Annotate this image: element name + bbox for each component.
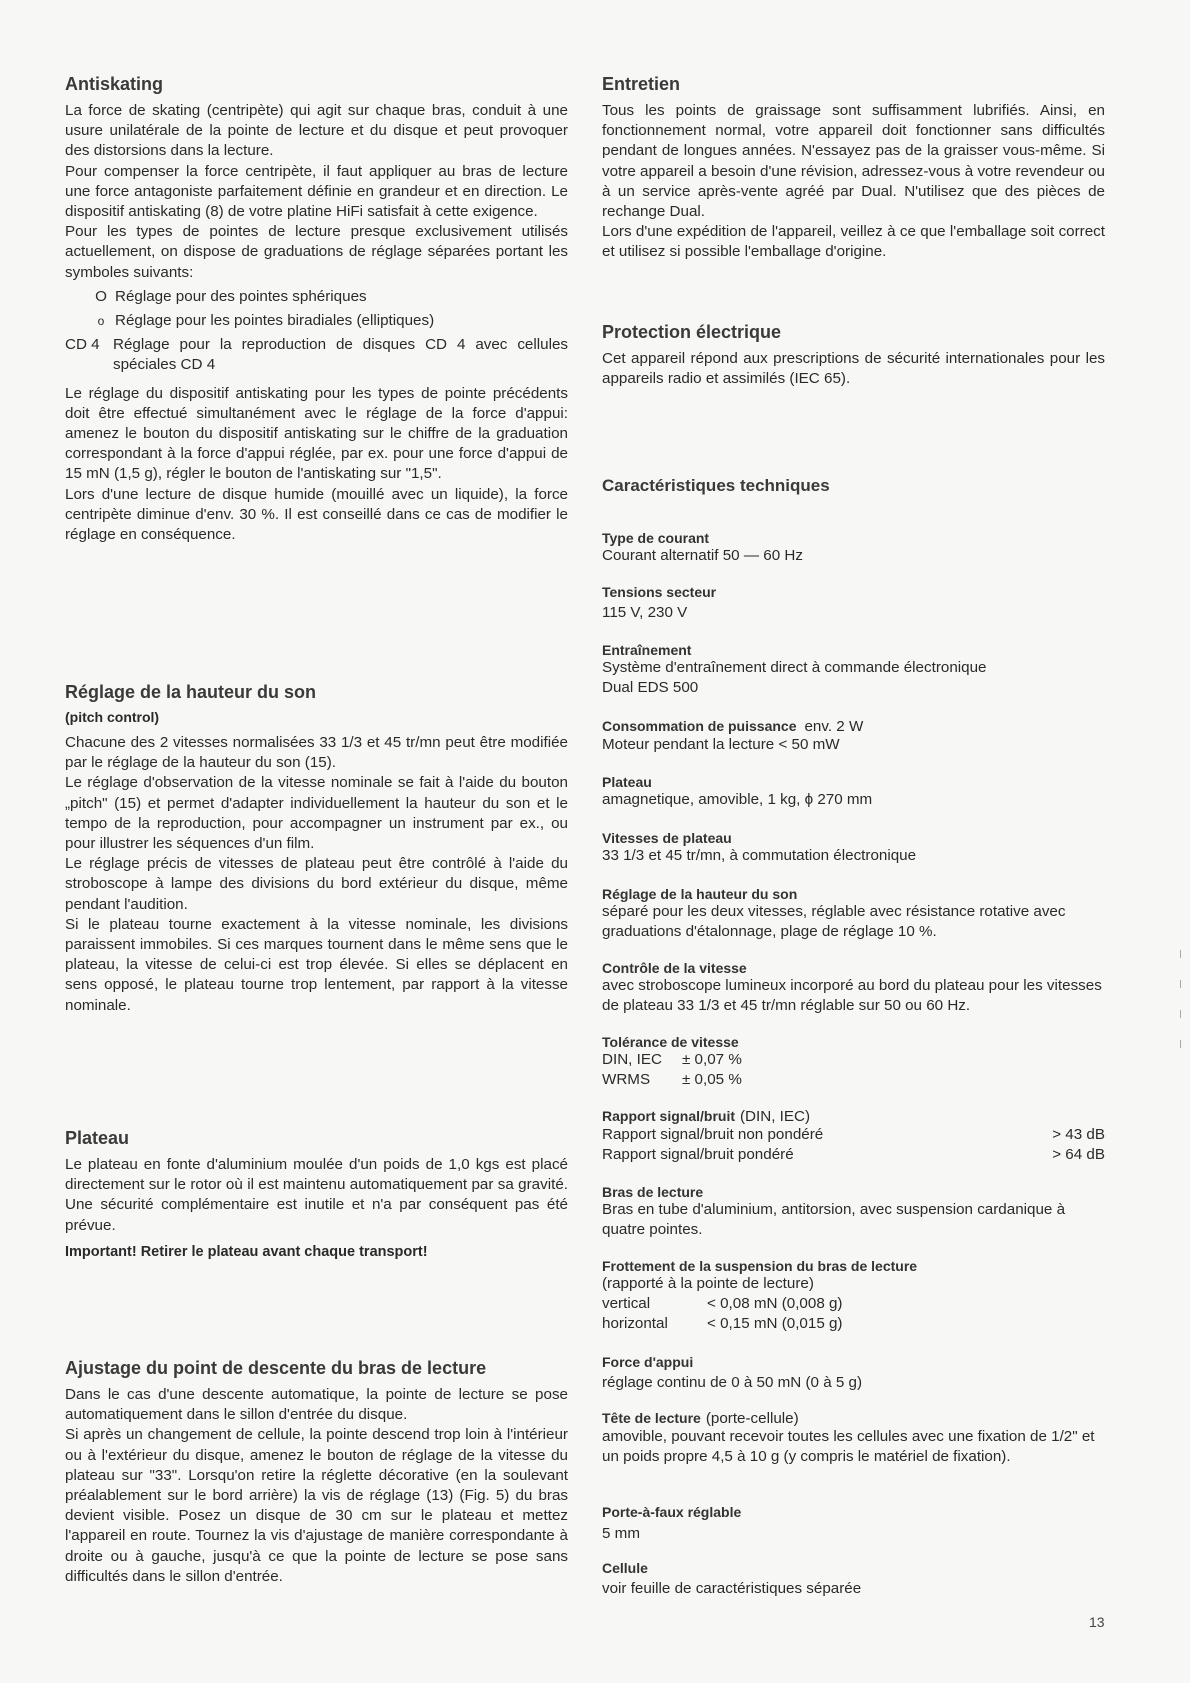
- pitch-title: Réglage de la hauteur du son: [65, 682, 317, 702]
- spec-tensions-label: Tensions secteur: [602, 584, 717, 600]
- protection-p1: Cet appareil répond aux prescriptions de sécurité internationales pour les appareils radio et assimilés (IEC 65).: [602, 350, 1105, 388]
- elliptical-symbol: o: [97, 314, 105, 329]
- rapport-weighted-label: Rapport signal/bruit pondéré: [602, 1146, 794, 1163]
- spec-conso-inline: env. 2 W: [804, 718, 864, 735]
- frottement-horizontal-key: horizontal: [602, 1315, 668, 1333]
- frottement-horizontal-row: [602, 1314, 1105, 1334]
- spec-hauteur: [602, 886, 1105, 942]
- entretien-p2: Lors d'une expédition de l'appareil, veillez à ce que l'emballage soit correct et utilisez si possible l'emballage d'origine.: [602, 223, 1105, 261]
- ajustage-section: [65, 1358, 568, 1587]
- symbol-elliptical: [65, 311, 568, 331]
- frottement-vertical-key: vertical: [602, 1295, 651, 1313]
- tolerance-wrms-row: [602, 1070, 1105, 1090]
- rapport-unweighted-row: [602, 1125, 1105, 1145]
- spec-tolerance-label: Tolérance de vitesse: [602, 1034, 739, 1050]
- pitch-p3: Le réglage précis de vitesses de plateau peut être contrôlé à l'aide du stroboscope à lampe des divisions du bord extérieur du disque, même pendant l'audition.: [65, 855, 568, 913]
- spec-consommation: [602, 718, 1105, 755]
- rapport-weighted-value: > 64 dB: [1052, 1146, 1105, 1163]
- spec-frottement-label: Frottement de la suspension du bras de lecture: [602, 1258, 918, 1274]
- antiskating-p2: Pour compenser la force centripète, il faut appliquer au bras de lecture une force antagoniste parfaitement définie en grandeur et en direction. Le dispositif antiskating (8) de votre platine HiFi satisfait à cette exigence.: [65, 162, 568, 221]
- cd4-symbol: CD 4: [65, 336, 100, 354]
- spec-plateau-value: amagnetique, amovible, 1 kg, ϕ 270 mm: [602, 791, 873, 808]
- frottement-vertical-row: [602, 1294, 1105, 1314]
- spec-tensions: [602, 584, 1105, 623]
- spec-frottement: [602, 1258, 1105, 1334]
- spec-controle-label: Contrôle de la vitesse: [602, 960, 747, 976]
- spec-bras-value: Bras en tube d'aluminium, antitorsion, avec suspension cardanique à quatre pointes.: [602, 1201, 1066, 1239]
- spec-hauteur-label: Réglage de la hauteur du son: [602, 886, 798, 902]
- edge-mark: [1180, 980, 1181, 988]
- entretien-section: [602, 74, 1105, 263]
- page-number: 13: [1089, 1614, 1105, 1630]
- spec-conso-v2: Moteur pendant la lecture < 50 mW: [602, 736, 840, 753]
- spec-frottement-note: (rapporté à la pointe de lecture): [602, 1275, 814, 1292]
- rapport-unweighted-label: Rapport signal/bruit non pondéré: [602, 1126, 824, 1143]
- spec-courant-label: Type de courant: [602, 530, 710, 546]
- spec-force-value: réglage continu de 0 à 50 mN (0 à 5 g): [602, 1374, 863, 1391]
- spec-bras-label: Bras de lecture: [602, 1184, 704, 1200]
- frottement-vertical-value: < 0,08 mN (0,008 g): [707, 1295, 843, 1313]
- ajustage-title: Ajustage du point de descente du bras de lecture: [65, 1358, 487, 1378]
- spec-entrainement-v1: Système d'entraînement direct à commande électronique: [602, 659, 987, 676]
- protection-section: [602, 322, 1105, 389]
- antiskating-section: [65, 74, 568, 545]
- antiskating-p5: Lors d'une lecture de disque humide (mouillé avec un liquide), la force centripète diminue d'env. 30 %. Il est conseillé dans ce cas de modifier le réglage en conséquence.: [65, 485, 568, 544]
- plateau-important: Important! Retirer le plateau avant chaque transport!: [65, 1243, 428, 1260]
- spec-force: [602, 1354, 1105, 1393]
- spec-entrainement-label: Entraînement: [602, 642, 692, 658]
- symbol-spherical: [65, 287, 568, 307]
- ajustage-p2: Si après un changement de cellule, la pointe descend trop loin à l'intérieur ou à l'extérieur du disque, amenez le bouton de réglage de la vitesse du plateau sur "33". Lorsqu'on retire la réglette décorative (en la soulevant préalablement sur le bord arrière) la vis de réglage (13) (Fig. 5) du bras devient visible. Posez un disque de 30 cm sur le plateau et mettez l'appareil en route. Tournez la vis d'ajustage de manière correspondante à droite ou à gauche, jusqu'à ce que la pointe de lecture se pose sans difficultés dans le sillon d'entrée.: [65, 1426, 568, 1585]
- spec-vitesses-value: 33 1/3 et 45 tr/mn, à commutation électronique: [602, 847, 917, 864]
- antiskating-p3: Pour les types de pointes de lecture presque exclusivement utilisés actuellement, on dispose de graduations de réglage séparées portant les symboles suivants:: [65, 223, 568, 281]
- spec-plateau-label: Plateau: [602, 774, 652, 790]
- spec-courant: [602, 530, 1105, 566]
- spec-porte-label: Porte-à-faux réglable: [602, 1504, 742, 1520]
- pitch-p4: Si le plateau tourne exactement à la vitesse nominale, les divisions paraissent immobiles. Si ces marques tournent dans le même sens que le plateau, la vitesse de celui-ci est trop élevée. Si elles se déplacent en sens opposé, le plateau tourne trop lentement, par rapport à la vitesse nominale.: [65, 915, 568, 1014]
- spec-courant-value: Courant alternatif 50 — 60 Hz: [602, 547, 803, 564]
- spec-tete: [602, 1410, 1105, 1467]
- tolerance-din-key: DIN, IEC: [602, 1051, 662, 1068]
- spec-cellule-value: voir feuille de caractéristiques séparée: [602, 1580, 862, 1597]
- rapport-unweighted-value: > 43 dB: [1052, 1126, 1105, 1143]
- elliptical-text: Réglage pour les pointes biradiales (elliptiques): [115, 312, 435, 330]
- edge-mark: [1180, 1010, 1181, 1018]
- rapport-weighted-row: [602, 1145, 1105, 1165]
- spec-plateau: [602, 774, 1105, 810]
- spec-cellule-label: Cellule: [602, 1560, 648, 1576]
- pitch-section: [65, 682, 568, 1016]
- spec-tete-value: amovible, pouvant recevoir toutes les cellules avec une fixation de 1/2" et un poids propre 4,5 à 10 g (y compris le matériel de fixation).: [602, 1428, 1095, 1466]
- spherical-text: Réglage pour des pointes sphériques: [115, 287, 367, 305]
- spec-vitesses: [602, 830, 1105, 866]
- spec-rapport: [602, 1108, 1105, 1165]
- spec-porte-value: 5 mm: [602, 1525, 640, 1542]
- spec-tete-inline: (porte-cellule): [705, 1410, 799, 1427]
- spec-controle-value: avec stroboscope lumineux incorporé au bord du plateau pour les vitesses de plateau 33 1/3 et 45 tr/mn réglable sur 50 ou 60 Hz.: [602, 977, 1102, 1015]
- antiskating-p4: Le réglage du dispositif antiskating pour les types de pointe précédents doit être effectué simultanément avec le réglage de la force d'appui: amenez le bouton du dispositif antiskating sur le chiffre de la graduation correspondant à la force d'appui réglée, par ex. pour une force d'appui de 15 mN (1,5 g), régler le bouton de l'antiskating sur "1,5".: [65, 384, 568, 483]
- ajustage-p1: Dans le cas d'une descente automatique, la pointe de lecture se pose automatiquement dans le sillon d'entrée du disque.: [65, 1386, 568, 1424]
- tolerance-din-row: [602, 1050, 1105, 1070]
- spec-rapport-label: Rapport signal/bruit: [602, 1108, 735, 1124]
- spec-vitesses-label: Vitesses de plateau: [602, 830, 732, 846]
- antiskating-p1: La force de skating (centripète) qui agit sur chaque bras, conduit à une usure unilatérale de la pointe de lecture et du disque et peut provoquer des distorsions dans la lecture.: [65, 102, 568, 160]
- tolerance-din-value: ± 0,07 %: [682, 1051, 742, 1068]
- pitch-subtitle: (pitch control): [65, 709, 160, 725]
- entretien-title: Entretien: [602, 74, 681, 94]
- spec-bras: [602, 1184, 1105, 1240]
- spec-tolerance: [602, 1034, 1105, 1090]
- entretien-p1: Tous les points de graissage sont suffisamment lubrifiés. Ainsi, en fonctionnement normal, votre appareil doit fonctionner sans difficultés pendant de longues années. N'essayez pas de la graisser vous-même. Si votre appareil a besoin d'une révision, adressez-vous à votre revendeur ou à un service après-vente agréé par Dual. N'utilisez que des pièces de rechange Dual.: [602, 102, 1105, 221]
- plateau-title: Plateau: [65, 1128, 130, 1148]
- pitch-p1: Chacune des 2 vitesses normalisées 33 1/3 et 45 tr/mn peut être modifiée par le réglage de la hauteur du son (15).: [65, 734, 568, 772]
- pitch-p2: Le réglage d'observation de la vitesse nominale se fait à l'aide du bouton „pitch" (15) et permet d'adapter individuellement la hauteur du son et le tempo de la reproduction, pour accompagner un instrument par ex., ou pour illustrer les séquences d'un film.: [65, 774, 568, 853]
- spec-entrainement-v2: Dual EDS 500: [602, 679, 699, 697]
- cd4-text: Réglage pour la reproduction de disques CD 4 avec cellules spéciales CD 4: [113, 336, 568, 374]
- edge-mark: [1180, 1040, 1181, 1048]
- edge-mark: [1180, 950, 1181, 958]
- spec-rapport-inline: (DIN, IEC): [740, 1108, 811, 1125]
- frottement-horizontal-value: < 0,15 mN (0,015 g): [707, 1315, 843, 1333]
- edge-marks: [1180, 950, 1182, 1060]
- symbol-cd4: [65, 335, 568, 375]
- spherical-symbol: O: [95, 287, 107, 305]
- spec-entrainement: [602, 642, 1105, 698]
- spec-tete-label: Tête de lecture: [602, 1410, 701, 1426]
- spec-force-label: Force d'appui: [602, 1354, 694, 1370]
- spec-controle: [602, 960, 1105, 1016]
- tolerance-wrms-value: ± 0,05 %: [682, 1071, 742, 1088]
- spec-conso-label: Consommation de puissance: [602, 718, 797, 734]
- protection-title: Protection électrique: [602, 322, 782, 342]
- spec-porte: [602, 1504, 1105, 1544]
- spec-tensions-value: 115 V, 230 V: [602, 604, 688, 621]
- tolerance-wrms-key: WRMS: [602, 1071, 651, 1088]
- spec-hauteur-value: séparé pour les deux vitesses, réglable avec résistance rotative avec graduations d'étalonnage, plage de réglage 10 %.: [602, 903, 1066, 941]
- specs-section: [602, 476, 1105, 502]
- antiskating-title: Antiskating: [65, 74, 164, 94]
- plateau-section: [65, 1128, 568, 1260]
- specs-title: Caractéristiques techniques: [602, 476, 830, 495]
- spec-cellule: [602, 1560, 1105, 1599]
- plateau-p1: Le plateau en fonte d'aluminium moulée d'un poids de 1,0 kgs est placé directement sur le rotor où il est maintenu automatiquement par sa gravité. Une sécurité complémentaire est inutile et n'a par conséquent pas été prévue.: [65, 1156, 568, 1234]
